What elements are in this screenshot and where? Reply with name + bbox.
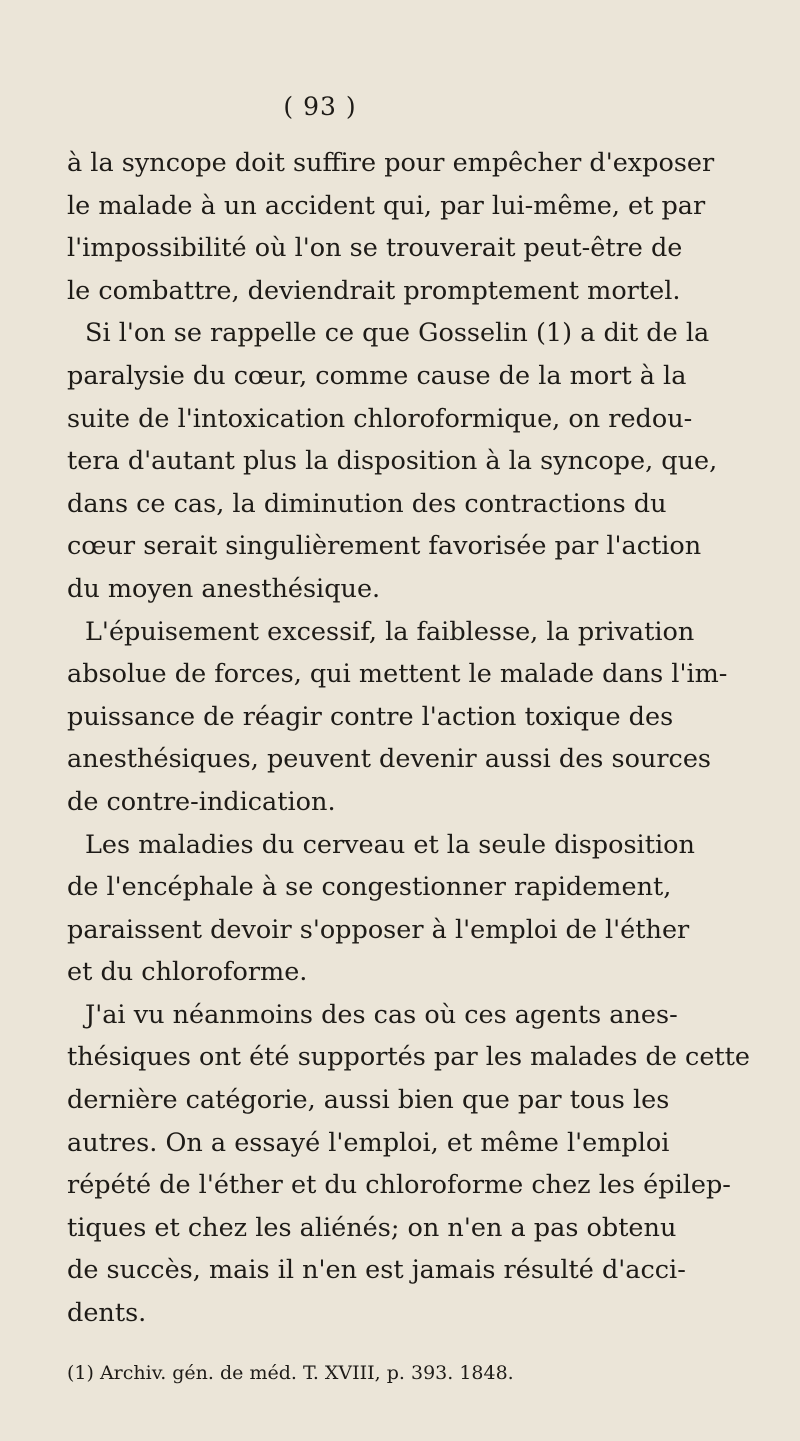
text-line: dans ce cas, la diminution des contractions du <box>67 488 667 519</box>
text-line: puissance de réagir contre l'action toxique des <box>67 701 674 732</box>
text-line: dernière catégorie, aussi bien que par tous les <box>67 1085 670 1116</box>
paragraph-start-line: L'épuisement excessif, la faiblesse, la privation <box>85 616 695 647</box>
text-line: absolue de forces, qui mettent le malade dans l'im- <box>67 659 728 690</box>
text-line: le malade à un accident qui, par lui-même, et par <box>67 190 706 221</box>
text-line: thésiques ont été supportés par les malades de cette <box>67 1042 751 1073</box>
page-number: ( 93 ) <box>283 92 357 121</box>
paragraph-start-line: Les maladies du cerveau et la seule disposition <box>85 829 695 860</box>
text-line: cœur serait singulièrement favorisée par l'action <box>67 531 702 562</box>
text-line: paraissent devoir s'opposer à l'emploi de l'éther <box>67 914 690 945</box>
paragraph-start-line: J'ai vu néanmoins des cas où ces agents anes- <box>85 999 678 1030</box>
text-line: de l'encéphale à se congestionner rapidement, <box>67 872 672 903</box>
text-line: paralysie du cœur, comme cause de la mort à la <box>67 360 687 391</box>
text-line: suite de l'intoxication chloroformique, on redou- <box>67 403 693 434</box>
text-line: tera d'autant plus la disposition à la syncope, que, <box>67 446 718 477</box>
text-line: dents. <box>67 1298 147 1329</box>
footnote: (1) Archiv. gén. de méd. T. XVIII, p. 393. 1848. <box>67 1362 514 1384</box>
text-line: anesthésiques, peuvent devenir aussi des sources <box>67 744 712 775</box>
text-line: le combattre, deviendrait promptement mortel. <box>67 275 681 306</box>
text-line: de contre-indication. <box>67 786 336 817</box>
text-line: de succès, mais il n'en est jamais résulté d'acci- <box>67 1255 686 1286</box>
body-text <box>67 142 751 1335</box>
text-line: et du chloroforme. <box>67 957 308 988</box>
text-line: l'impossibilité où l'on se trouverait peut-être de <box>67 233 683 264</box>
text-line: à la syncope doit suffire pour empêcher d'exposer <box>67 148 715 178</box>
paragraph-start-line: Si l'on se rappelle ce que Gosselin (1) a dit de la <box>85 318 710 349</box>
text-line: autres. On a essayé l'emploi, et même l'emploi <box>67 1127 670 1158</box>
text-line: du moyen anesthésique. <box>67 573 381 604</box>
text-line: répété de l'éther et du chloroforme chez les épilep- <box>67 1170 731 1201</box>
text-line: tiques et chez les aliénés; on n'en a pas obtenu <box>67 1212 677 1243</box>
